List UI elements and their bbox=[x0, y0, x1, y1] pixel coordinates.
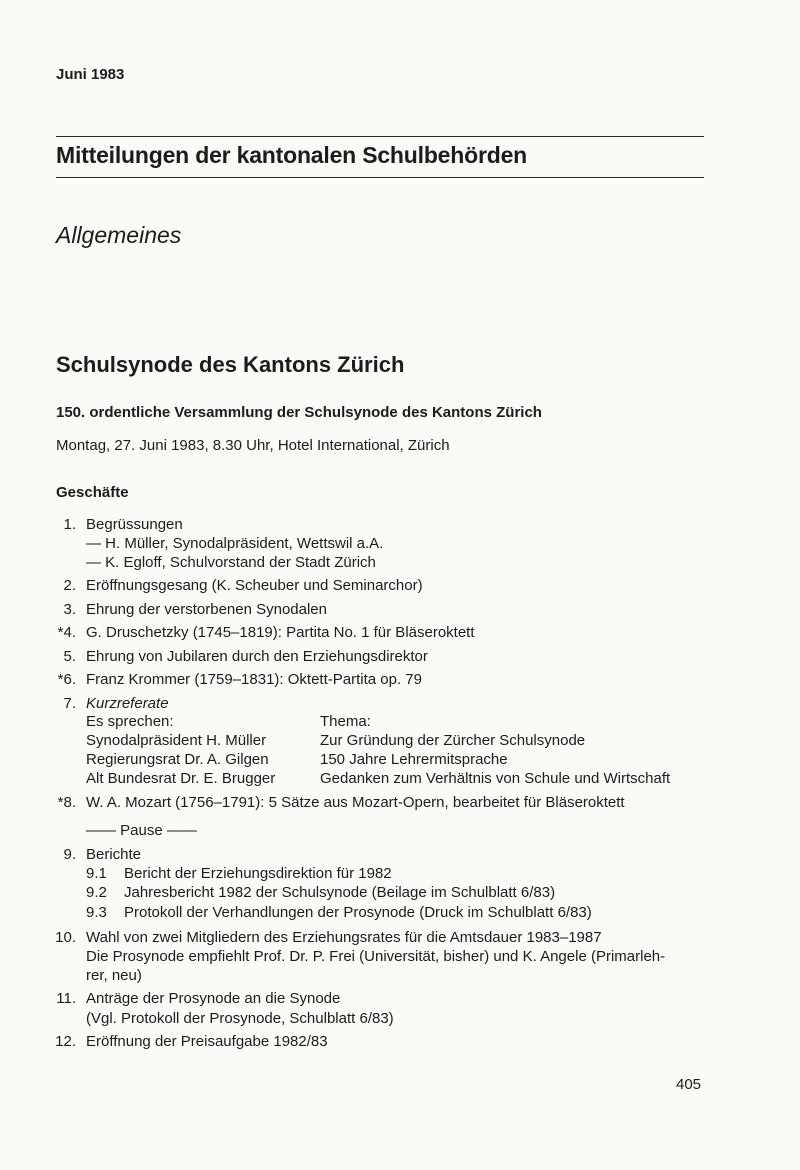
agenda-item: Begrüssungen bbox=[86, 516, 183, 533]
section-title: Mitteilungen der kantonalen Schulbehörden bbox=[56, 142, 528, 168]
agenda-item-number: 11. bbox=[56, 990, 76, 1007]
topic-header: Thema: bbox=[320, 713, 371, 730]
agenda-item-number: *4. bbox=[57, 624, 76, 641]
meeting-title: 150. ordentliche Versammlung der Schulsynode des Kantons Zürich bbox=[56, 404, 542, 421]
page-number: 405 bbox=[676, 1076, 702, 1093]
speaker-name: Regierungsrat Dr. A. Gilgen bbox=[86, 751, 269, 768]
agenda-item-number: 2. bbox=[63, 577, 76, 594]
agenda-item: Kurzreferate bbox=[86, 695, 169, 712]
agenda-item: W. A. Mozart (1756–1791): 5 Sätze aus Mozart-Opern, bearbeitet für Bläseroktett bbox=[86, 794, 625, 811]
agenda-subitem: Bericht der Erziehungsdirektion für 1982 bbox=[124, 865, 392, 882]
rule-bottom bbox=[56, 177, 704, 178]
agenda-subitem: — H. Müller, Synodalpräsident, Wettswil a.A. bbox=[86, 535, 384, 552]
agenda-subitem-number: 9.1 bbox=[86, 865, 107, 882]
agenda-item-number: 3. bbox=[63, 601, 76, 618]
subsection-heading: Allgemeines bbox=[56, 222, 182, 248]
agenda-title: Geschäfte bbox=[56, 484, 129, 501]
agenda-item-number: 5. bbox=[63, 648, 76, 665]
agenda-item-number: 9. bbox=[63, 846, 76, 863]
agenda-item-number: 7. bbox=[63, 695, 76, 712]
meeting-info: Montag, 27. Juni 1983, 8.30 Uhr, Hotel International, Zürich bbox=[56, 437, 450, 454]
agenda-item-continuation: rer, neu) bbox=[86, 967, 142, 984]
agenda-subitem: — K. Egloff, Schulvorstand der Stadt Zürich bbox=[86, 554, 376, 571]
agenda-item-number: *8. bbox=[57, 794, 76, 811]
speakers-header: Es sprechen: bbox=[86, 713, 174, 730]
speaker-name: Synodalpräsident H. Müller bbox=[86, 732, 267, 749]
issue-date: Juni 1983 bbox=[56, 66, 125, 83]
agenda-item: Franz Krommer (1759–1831): Oktett-Partita op. 79 bbox=[86, 671, 422, 688]
agenda-item: Ehrung von Jubilaren durch den Erziehungsdirektor bbox=[86, 648, 428, 665]
agenda-item-number: *6. bbox=[57, 671, 76, 688]
agenda-item: Wahl von zwei Mitgliedern des Erziehungsrates für die Amtsdauer 1983–1987 bbox=[86, 929, 602, 946]
agenda-item: Eröffnungsgesang (K. Scheuber und Seminarchor) bbox=[86, 577, 423, 594]
article-title: Schulsynode des Kantons Zürich bbox=[56, 352, 405, 377]
speaker-topic: Zur Gründung der Zürcher Schulsynode bbox=[320, 732, 586, 749]
agenda-subitem-number: 9.3 bbox=[86, 904, 107, 921]
agenda-item-continuation: (Vgl. Protokoll der Prosynode, Schulblatt 6/83) bbox=[86, 1010, 394, 1027]
agenda-item-number: 10. bbox=[55, 929, 76, 946]
pause-marker: —— Pause —— bbox=[86, 822, 197, 839]
rule-top bbox=[56, 136, 704, 137]
agenda-item-number: 12. bbox=[55, 1033, 76, 1050]
agenda-subitem: Protokoll der Verhandlungen der Prosynode (Druck im Schulblatt 6/83) bbox=[124, 904, 592, 921]
speaker-topic: Gedanken zum Verhältnis von Schule und Wirtschaft bbox=[320, 770, 671, 787]
agenda-item: Ehrung der verstorbenen Synodalen bbox=[86, 601, 327, 618]
agenda-subitem: Jahresbericht 1982 der Schulsynode (Beilage im Schulblatt 6/83) bbox=[124, 884, 556, 901]
speaker-name: Alt Bundesrat Dr. E. Brugger bbox=[86, 770, 276, 787]
agenda-item: Eröffnung der Preisaufgabe 1982/83 bbox=[86, 1033, 328, 1050]
agenda-item: Anträge der Prosynode an die Synode bbox=[86, 990, 341, 1007]
speaker-topic: 150 Jahre Lehrermitsprache bbox=[320, 751, 508, 768]
agenda-item: Berichte bbox=[86, 846, 142, 863]
agenda-item: G. Druschetzky (1745–1819): Partita No. 1 für Bläseroktett bbox=[86, 624, 475, 641]
agenda-item-number: 1. bbox=[63, 516, 76, 533]
agenda-item-continuation: Die Prosynode empfiehlt Prof. Dr. P. Frei (Universität, bisher) und K. Angele (Primarleh- bbox=[86, 948, 666, 965]
agenda-subitem-number: 9.2 bbox=[86, 884, 107, 901]
